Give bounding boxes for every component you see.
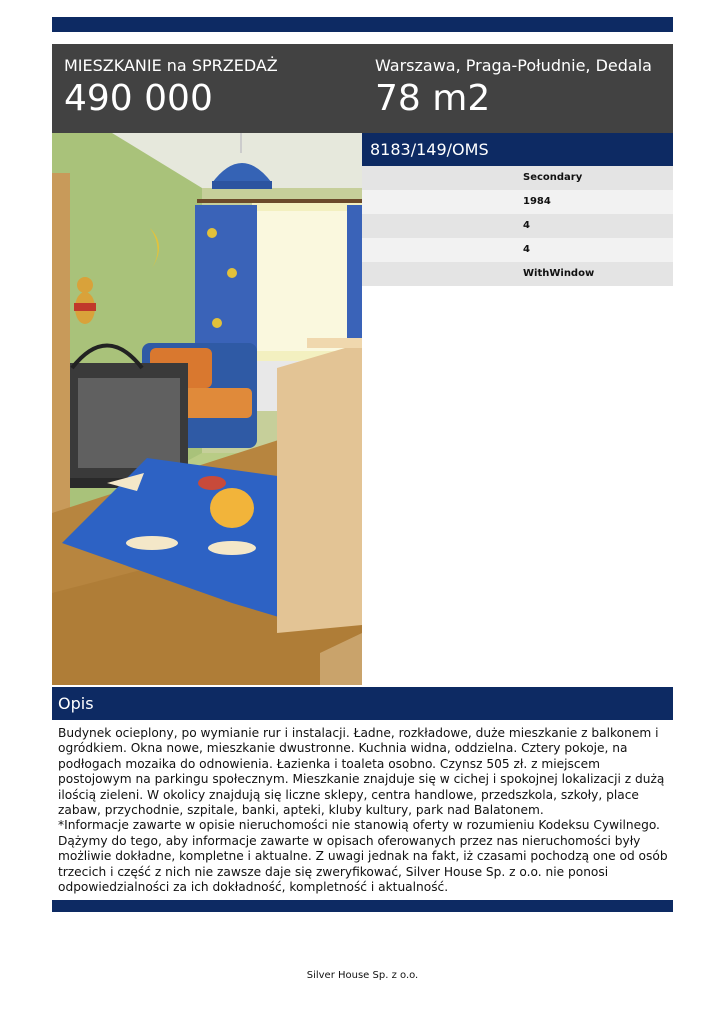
header-left: [64, 56, 278, 120]
price: 490 000: [64, 78, 213, 119]
section-title: Opis: [52, 687, 673, 720]
detail-year-built: 1984: [362, 190, 673, 214]
description: [58, 726, 668, 895]
top-accent-bar: [52, 17, 673, 32]
details-table: [362, 166, 673, 286]
header-right: [375, 56, 652, 120]
area: 78 m2: [375, 78, 491, 119]
detail-rooms: 4: [362, 214, 673, 238]
property-photo: [52, 133, 362, 685]
detail-kitchen: WithWindow: [362, 262, 673, 286]
reference-number: 8183/149/OMS: [362, 133, 673, 166]
disclaimer-paragraph: *Informacje zawarte w opisie nieruchomości nie stanowią oferty w rozumieniu Kodeksu Cywilnego. Dążymy do tego, aby informacje zawarte w opisach oferowanych przez nas nieruchomości były możliwie dokładne, kompletne i aktualne. Z uwagi jednak na fakt, iż czasami pochodzą one od osób trzecich i część z nich nie zawsze daje się zweryfikować, Silver House Sp. z o.o. nie ponosi odpowiedzialności za ich dokładność, kompletność i aktualność.: [58, 818, 668, 895]
detail-market: Secondary: [362, 166, 673, 190]
offer-type: MIESZKANIE na SPRZEDAŻ: [64, 56, 278, 75]
description-paragraph: Budynek ocieplony, po wymianie rur i instalacji. Ładne, rozkładowe, duże mieszkanie z balkonem i ogródkiem. Okna nowe, mieszkanie dwustronne. Kuchnia widna, oddzielna. Cztery pokoje, na podłogach mozaika do odnowienia. Łazienka i toaleta osobno. Czynsz 505 zł. z miejscem postojowym na parkingu społecznym. Mieszkanie znajduje się w cichej i spokojnej lokalizacji z dużą ilością zieleni. W okolicy znajdują się liczne sklepy, centra handlowe, przedszkola, szkoły, place zabaw, przychodnie, szpitale, banki, apteki, kluby kultury, park nad Balatonem.: [58, 726, 665, 818]
detail-floor: 4: [362, 238, 673, 262]
listing-header: [52, 44, 673, 133]
location: Warszawa, Praga-Południe, Dedala: [375, 56, 652, 75]
footer-company: Silver House Sp. z o.o.: [306, 970, 419, 981]
bottom-accent-bar: [52, 900, 673, 912]
